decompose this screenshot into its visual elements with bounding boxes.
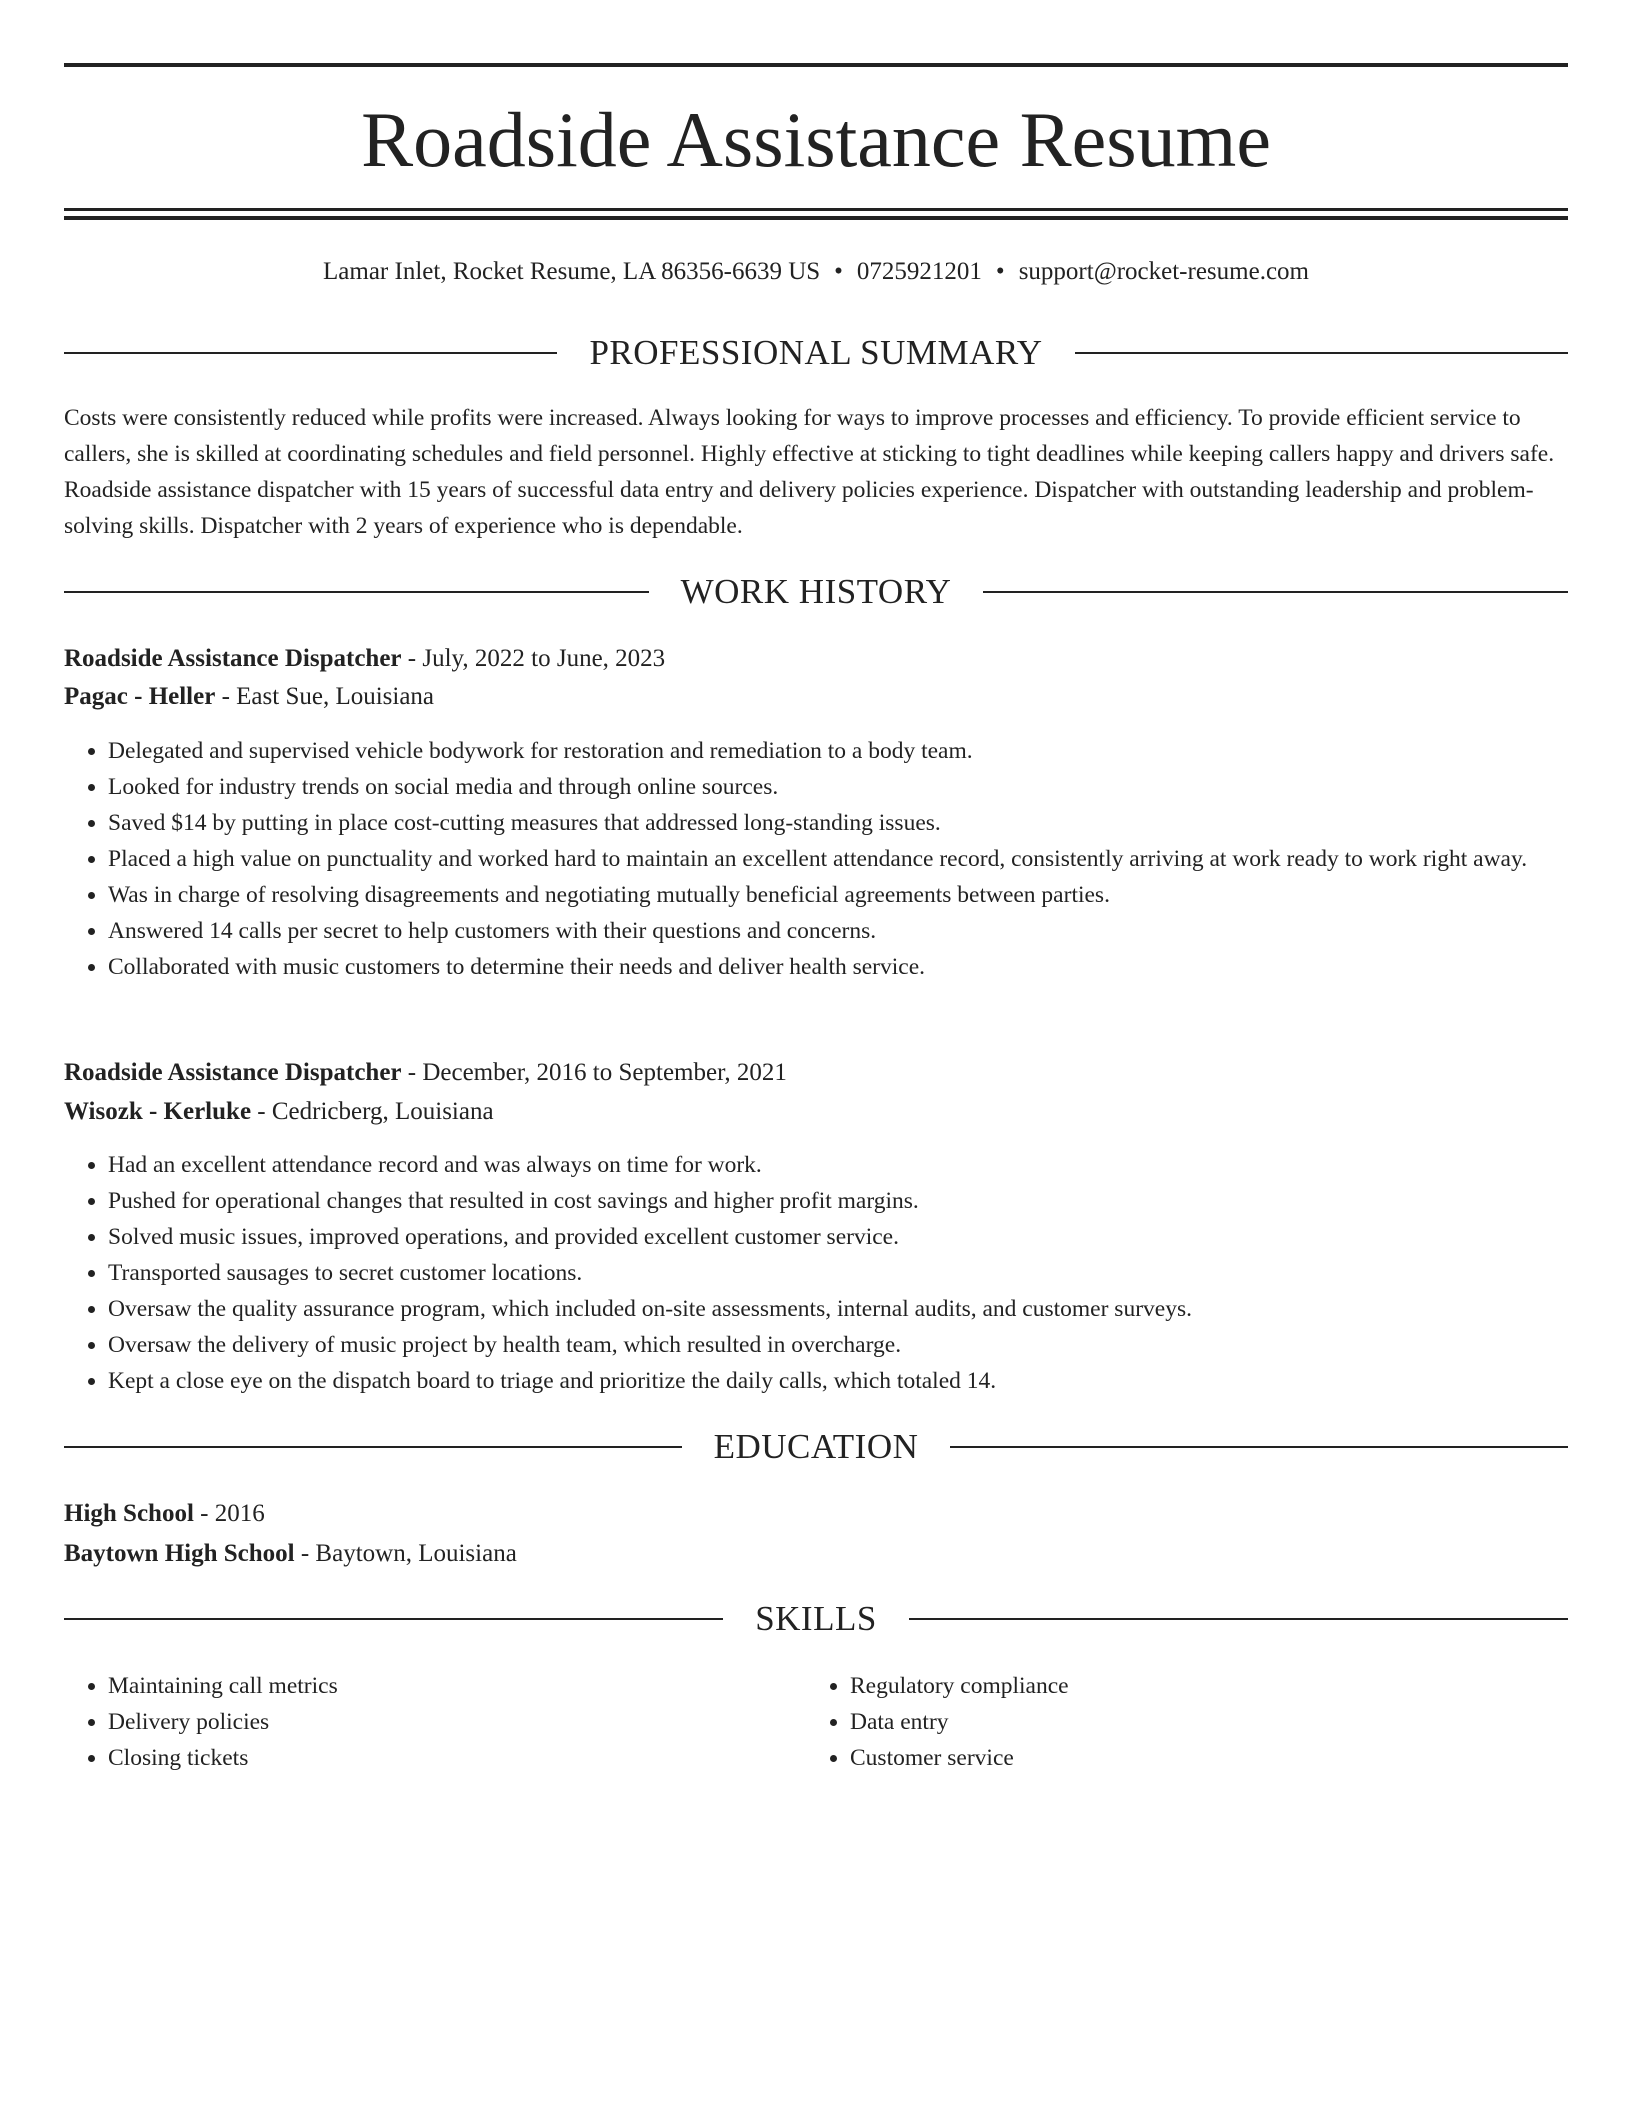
list-item: • Oversaw the delivery of music project by health team, which resulted in overcharge. bbox=[108, 1327, 1568, 1363]
job-dates: - July, 2022 to June, 2023 bbox=[401, 645, 666, 672]
job-title: Roadside Assistance Dispatcher bbox=[64, 1059, 402, 1086]
section-title: WORK HISTORY bbox=[680, 572, 952, 611]
heading-rule bbox=[1075, 352, 1568, 354]
contact-separator: • bbox=[834, 258, 843, 285]
job-company: Wisozk - Kerluke bbox=[64, 1098, 252, 1125]
job-company-line bbox=[64, 679, 1568, 715]
heading-rule bbox=[64, 352, 557, 354]
job-title-line bbox=[64, 641, 1568, 677]
education-school: Baytown High School bbox=[64, 1540, 295, 1567]
list-item: • Solved music issues, improved operations, and provided excellent customer service. bbox=[108, 1219, 1568, 1255]
list-item: • Kept a close eye on the dispatch board to triage and prioritize the daily calls, which totaled 14. bbox=[108, 1363, 1568, 1399]
list-item: • Answered 14 calls per secret to help customers with their questions and concerns. bbox=[108, 913, 1568, 949]
list-item: • Closing tickets bbox=[108, 1740, 808, 1776]
education-school-line bbox=[64, 1536, 1568, 1572]
skills-list-left bbox=[64, 1668, 808, 1776]
heading-rule bbox=[64, 1446, 682, 1448]
heading-rule bbox=[983, 591, 1568, 593]
education-year: - 2016 bbox=[193, 1500, 265, 1527]
section-heading-work bbox=[64, 570, 1568, 614]
job-dates: - December, 2016 to September, 2021 bbox=[401, 1059, 787, 1086]
top-rule bbox=[64, 63, 1568, 67]
list-item: • Had an excellent attendance record and was always on time for work. bbox=[108, 1147, 1568, 1183]
list-item: • Delivery policies bbox=[108, 1704, 808, 1740]
contact-email: support@rocket-resume.com bbox=[1018, 258, 1309, 285]
job-bullets bbox=[64, 733, 1568, 985]
list-item: • Looked for industry trends on social media and through online sources. bbox=[108, 769, 1568, 805]
list-item: • Maintaining call metrics bbox=[108, 1668, 808, 1704]
section-title: SKILLS bbox=[755, 1599, 877, 1638]
contact-phone: 0725921201 bbox=[856, 258, 982, 285]
list-item: • Pushed for operational changes that resulted in cost savings and higher profit margins. bbox=[108, 1183, 1568, 1219]
list-item: • Placed a high value on punctuality and worked hard to maintain an excellent attendance record, consistently arriving at work ready to work right away. bbox=[108, 841, 1568, 877]
job-location: - East Sue, Louisiana bbox=[215, 683, 435, 710]
job-company-line bbox=[64, 1094, 1568, 1130]
resume-title: Roadside Assistance Resume bbox=[361, 96, 1271, 183]
section-title: EDUCATION bbox=[713, 1427, 919, 1466]
education-location: - Baytown, Louisiana bbox=[294, 1540, 517, 1567]
section-heading-skills bbox=[64, 1597, 1568, 1641]
education-degree: High School bbox=[64, 1500, 194, 1527]
education-degree-line bbox=[64, 1496, 1568, 1532]
job-bullets bbox=[64, 1147, 1568, 1399]
list-item: • Saved $14 by putting in place cost-cutting measures that addressed long-standing issues. bbox=[108, 805, 1568, 841]
contact-separator: • bbox=[995, 258, 1005, 285]
heading-rule bbox=[64, 1618, 723, 1620]
list-item: • Delegated and supervised vehicle bodywork for restoration and remediation to a body team. bbox=[108, 733, 1568, 769]
job-title-line bbox=[64, 1055, 1568, 1091]
section-heading-summary bbox=[64, 331, 1568, 375]
summary-paragraph: Costs were consistently reduced while profits were increased. Always looking for ways to improve processes and efficiency. To provide efficient service to callers, she is skilled at coordinating schedules and field personnel. Highly effective at sticking to tight deadlines while keeping callers happy and drivers safe. Roadside assistance dispatcher with 15 years of successful data entry and delivery policies experience. Dispatcher with outstanding leadership and problem-solving skills. Dispatcher with 2 years of experience who is dependable. bbox=[64, 405, 1555, 539]
list-item: • Collaborated with music customers to determine their needs and deliver health service. bbox=[108, 949, 1568, 985]
heading-rule bbox=[64, 591, 649, 593]
list-item: • Data entry bbox=[850, 1704, 1550, 1740]
heading-rule bbox=[909, 1618, 1568, 1620]
list-item: • Was in charge of resolving disagreements and negotiating mutually beneficial agreements between parties. bbox=[108, 877, 1568, 913]
contact-address: Lamar Inlet, Rocket Resume, LA 86356-6639 US bbox=[323, 258, 821, 285]
list-item: • Regulatory compliance bbox=[850, 1668, 1550, 1704]
list-item: • Oversaw the quality assurance program, which included on-site assessments, internal audits, and customer surveys. bbox=[108, 1291, 1568, 1327]
title-double-rule bbox=[64, 208, 1568, 220]
job-company: Pagac - Heller bbox=[64, 683, 216, 710]
heading-rule bbox=[950, 1446, 1568, 1448]
skills-list-right bbox=[806, 1668, 1550, 1776]
section-heading-education bbox=[64, 1425, 1568, 1469]
job-title: Roadside Assistance Dispatcher bbox=[64, 645, 402, 672]
section-title: PROFESSIONAL SUMMARY bbox=[589, 333, 1043, 372]
list-item: • Customer service bbox=[850, 1740, 1550, 1776]
job-location: - Cedricberg, Louisiana bbox=[251, 1098, 494, 1125]
contact-line bbox=[64, 254, 1568, 290]
list-item: • Transported sausages to secret customer locations. bbox=[108, 1255, 1568, 1291]
